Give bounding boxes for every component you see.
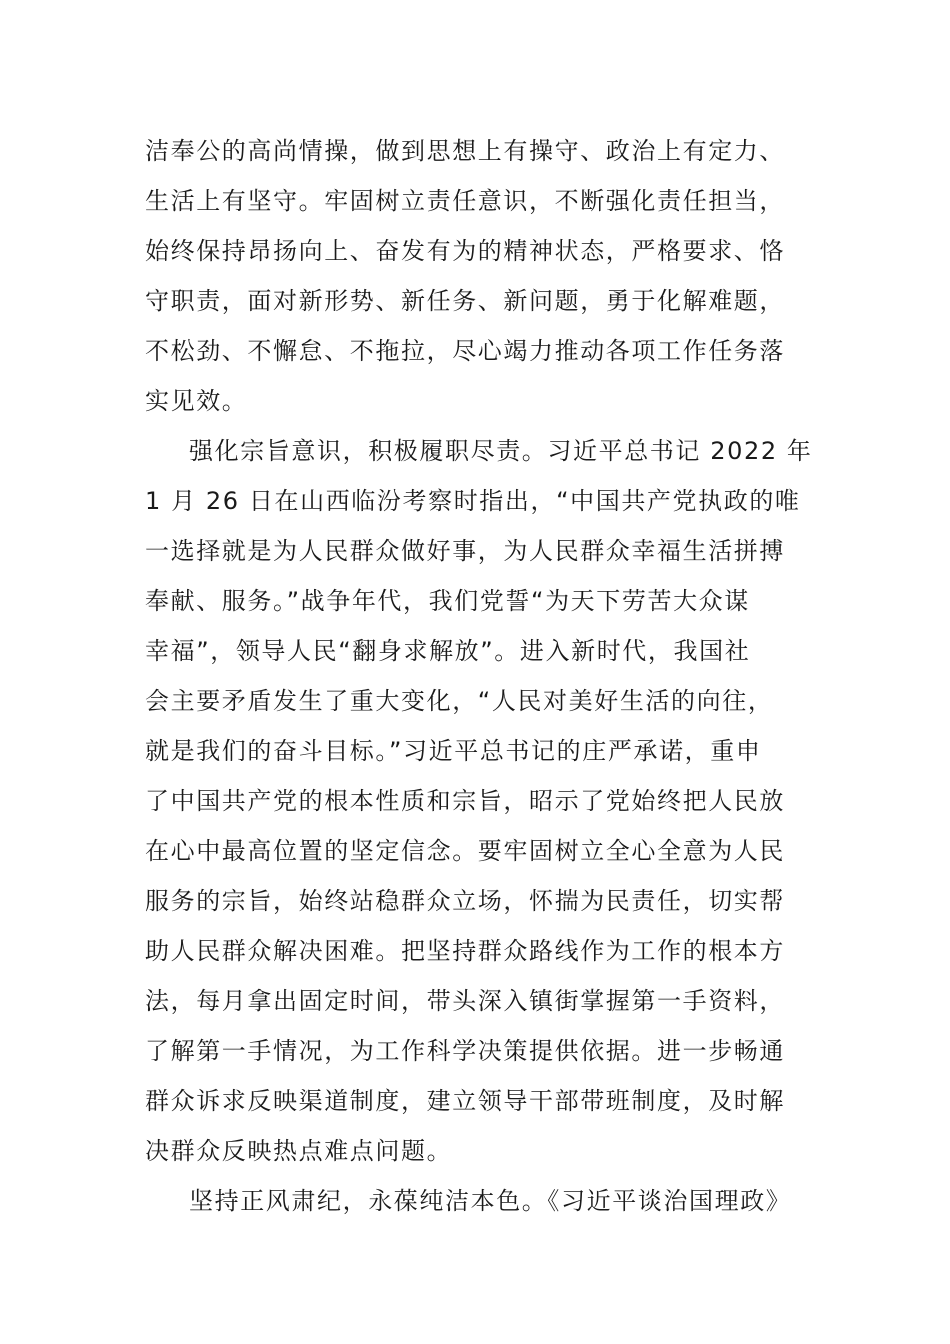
text-line: 1 月 26 日在山西临汾考察时指出，“中国共产党执政的唯 <box>145 487 801 515</box>
text-line: 助人民群众解决困难。把坚持群众路线作为工作的根本方 <box>145 937 785 965</box>
paragraph <box>145 1176 815 1226</box>
text-line: 生活上有坚守。牢固树立责任意识，不断强化责任担当， <box>145 187 785 215</box>
text-line: 了中国共产党的根本性质和宗旨，昭示了党始终把人民放 <box>145 787 785 815</box>
text-line: 就是我们的奋斗目标。”习近平总书记的庄严承诺，重申 <box>145 737 762 765</box>
document-body <box>145 126 815 1226</box>
text-line: 在心中最高位置的坚定信念。要牢固树立全心全意为人民 <box>145 837 785 865</box>
text-line: 决群众反映热点难点问题。 <box>145 1137 453 1165</box>
text-line: 群众诉求反映渠道制度，建立领导干部带班制度，及时解 <box>145 1087 785 1115</box>
text-line: 幸福”，领导人民“翻身求解放”。进入新时代，我国社 <box>145 637 751 665</box>
text-line: 会主要矛盾发生了重大变化，“人民对美好生活的向往， <box>145 687 774 715</box>
text-line: 实见效。 <box>145 387 248 415</box>
text-line: 不松劲、不懈怠、不拖拉，尽心竭力推动各项工作任务落 <box>145 337 785 365</box>
text-line: 强化宗旨意识，积极履职尽责。习近平总书记 2022 年 <box>189 437 813 465</box>
text-line: 法，每月拿出固定时间，带头深入镇街掌握第一手资料， <box>145 987 785 1015</box>
text-line: 奉献、服务。”战争年代，我们党誓“为天下劳苦大众谋 <box>145 587 750 615</box>
paragraph <box>145 426 815 1176</box>
text-line: 一选择就是为人民群众做好事，为人民群众幸福生活拼搏 <box>145 537 785 565</box>
text-line: 了解第一手情况，为工作科学决策提供依据。进一步畅通 <box>145 1037 785 1065</box>
text-line: 始终保持昂扬向上、奋发有为的精神状态，严格要求、恪 <box>145 237 785 265</box>
text-line: 坚持正风肃纪，永葆纯洁本色。《习近平谈治国理政》 <box>189 1187 792 1215</box>
text-line: 守职责，面对新形势、新任务、新问题，勇于化解难题， <box>145 287 785 315</box>
text-line: 服务的宗旨，始终站稳群众立场，怀揣为民责任，切实帮 <box>145 887 785 915</box>
text-line: 洁奉公的高尚情操，做到思想上有操守、政治上有定力、 <box>145 137 785 165</box>
paragraph <box>145 126 815 426</box>
